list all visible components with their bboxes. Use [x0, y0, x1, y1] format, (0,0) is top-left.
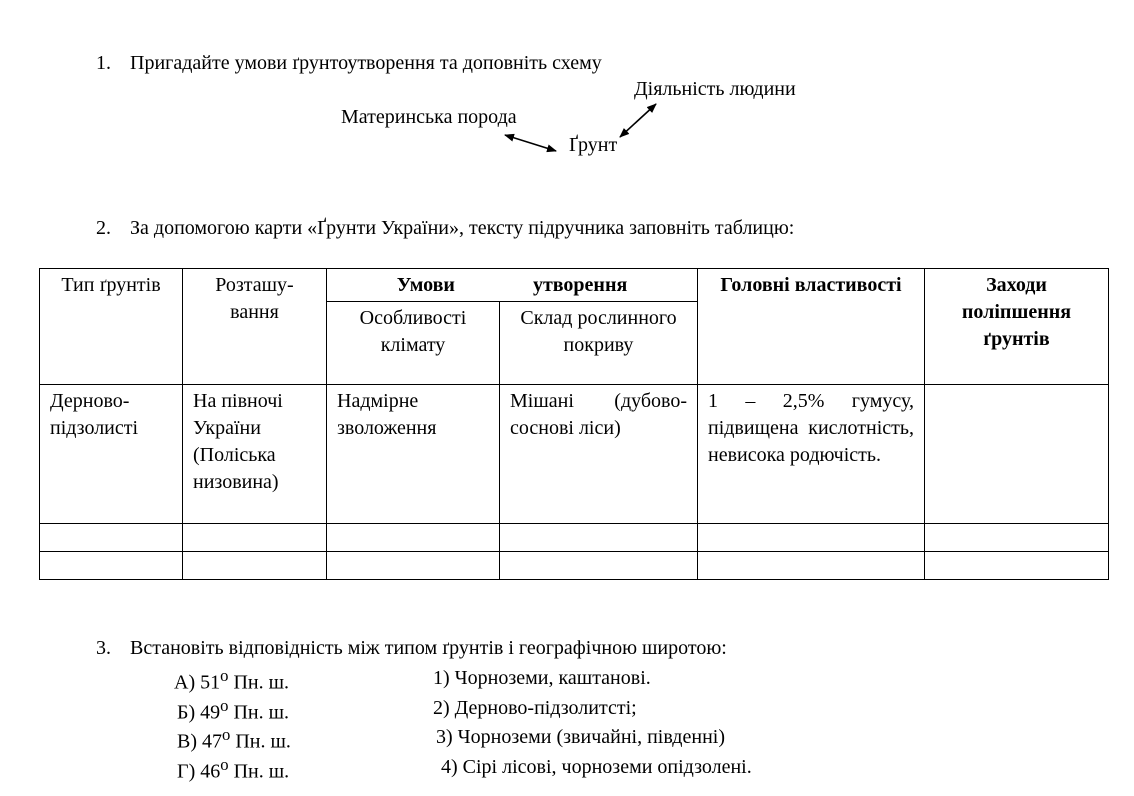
latitude-label: Г) 46: [177, 760, 221, 783]
latitude-option-d: [177, 755, 289, 784]
soil-option-1: 1) Чорноземи, каштанові.: [433, 667, 651, 689]
header-soil-type: Тип ґрунтів: [40, 269, 183, 385]
scheme-node-human-activity: Діяльність людини: [634, 78, 796, 100]
latitude-suffix: Пн. ш.: [228, 701, 290, 724]
header-measures: Заходи поліпшення ґрунтів: [925, 269, 1109, 385]
scheme-node-soil: Ґрунт: [569, 134, 618, 156]
task-3-prompt: [96, 636, 727, 660]
task-2-number: 2.: [96, 217, 111, 239]
cell-location: [183, 524, 327, 552]
cell-climate: [327, 524, 500, 552]
latitude-label: А) 51: [174, 671, 221, 694]
arrow-parent-rock-icon: [505, 135, 556, 151]
header-conditions-part2: утворення: [532, 274, 628, 296]
task-3-text: Встановіть відповідність між типом ґрунтів і географічною широтою:: [130, 637, 727, 659]
header-conditions: [327, 269, 698, 302]
header-location: Розташу-вання: [183, 269, 327, 385]
header-climate: Особливості клімату: [327, 302, 500, 385]
latitude-suffix: Пн. ш.: [228, 760, 290, 783]
arrow-human-activity-icon: [620, 104, 656, 137]
latitude-suffix: Пн. ш.: [230, 730, 291, 753]
cell-climate: [327, 552, 500, 580]
latitude-label: Б) 49: [177, 701, 221, 724]
table-row: [40, 385, 1109, 524]
cell-measures: [925, 385, 1109, 524]
cell-properties: 1 – 2,5% гумусу, підвищена кислотність, невисока родючість.: [698, 385, 925, 524]
cell-properties: [698, 552, 925, 580]
cell-soil-type: [40, 524, 183, 552]
cell-location: На півночі України (Поліська низовина): [183, 385, 327, 524]
cell-measures: [925, 552, 1109, 580]
cell-soil-type: [40, 552, 183, 580]
degree-sign: о: [220, 666, 229, 685]
task-3-number: 3.: [96, 637, 111, 659]
scheme-node-parent-rock: Материнська порода: [341, 106, 517, 128]
degree-sign: о: [220, 755, 229, 774]
table-row: [40, 552, 1109, 580]
cell-climate: Надмірне зволоження: [327, 385, 500, 524]
cell-measures: [925, 524, 1109, 552]
latitude-option-a: [174, 666, 289, 695]
soil-option-2: 2) Дерново-підзолитсті;: [433, 697, 637, 719]
task-1-text: Пригадайте умови ґрунтоутворення та доповніть схему: [130, 52, 602, 74]
latitude-label: В) 47: [177, 730, 222, 753]
latitude-option-c: [177, 725, 291, 754]
header-vegetation: Склад рослинного покриву: [500, 302, 698, 385]
cell-location: [183, 552, 327, 580]
degree-sign: о: [220, 696, 229, 715]
cell-properties: [698, 524, 925, 552]
task-1-number: 1.: [96, 52, 111, 74]
cell-vegetation: [500, 552, 698, 580]
header-conditions-part1: Умови: [396, 274, 455, 296]
soil-option-4: 4) Сірі лісові, чорноземи опідзолені.: [441, 756, 752, 778]
task-2-text: За допомогою карти «Ґрунти України», тексту підручника заповніть таблицю:: [130, 217, 795, 239]
task-2-prompt: [96, 216, 794, 240]
soil-table: [39, 268, 1109, 580]
latitude-option-b: [177, 696, 289, 725]
table-row: [40, 524, 1109, 552]
cell-soil-type: Дерново-підзолисті: [40, 385, 183, 524]
latitude-suffix: Пн. ш.: [228, 671, 289, 694]
cell-vegetation: Мішані (дубово-соснові ліси): [500, 385, 698, 524]
soil-option-3: 3) Чорноземи (звичайні, південні): [436, 726, 725, 748]
header-properties: Головні властивості: [698, 269, 925, 385]
cell-vegetation: [500, 524, 698, 552]
degree-sign: о: [222, 725, 231, 744]
